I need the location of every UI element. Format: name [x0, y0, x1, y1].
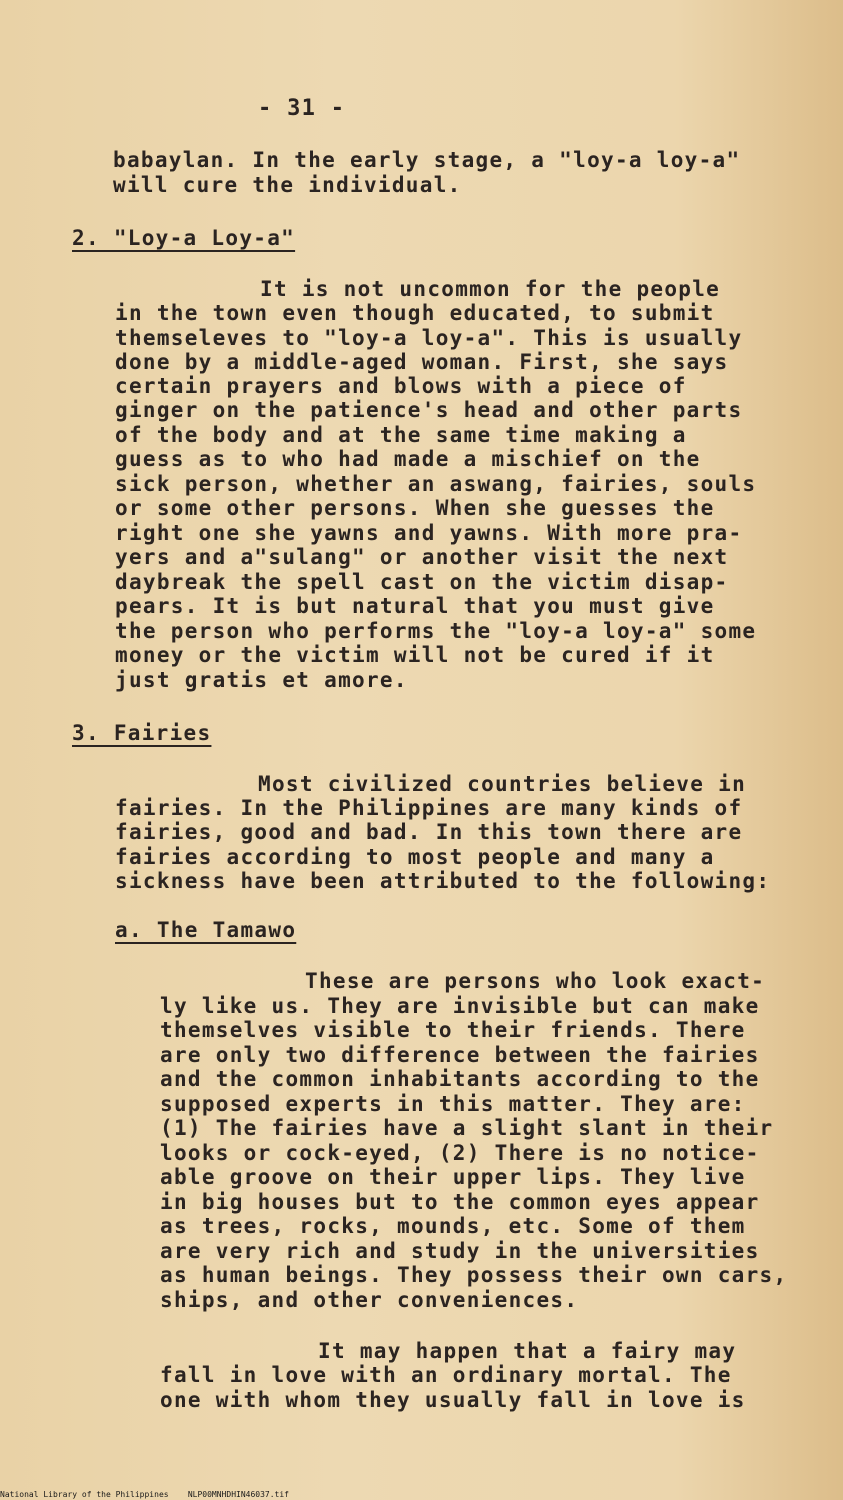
text-line: done by a middle-aged woman. First, she says — [115, 350, 729, 374]
text-line: themselves visible to their friends. There — [160, 1018, 746, 1042]
text-line: ships, and other conveniences. — [160, 1288, 579, 1312]
text-line: or some other persons. When she guesses the — [115, 496, 715, 520]
text-line: (1) The fairies have a slight slant in their — [160, 1116, 774, 1140]
text-line: in big houses but to the common eyes appear — [160, 1190, 760, 1214]
text-line: fairies. In the Philippines are many kinds of — [115, 796, 743, 820]
text-line: It is not uncommon for the people — [260, 277, 721, 301]
subsection-heading-tamawo: a. The Tamawo — [115, 918, 297, 942]
text-line: These are persons who look exact- — [305, 969, 766, 993]
text-line: ly like us. They are invisible but can make — [160, 994, 760, 1018]
text-line: sick person, whether an aswang, fairies, souls — [115, 472, 757, 496]
scan-footer: National Library of the Philippines NLP00MNHDHIN46037.tif — [0, 1490, 289, 1499]
text-line: supposed experts in this matter. They are: — [160, 1092, 746, 1116]
text-line: Most civilized countries believe in — [258, 772, 747, 796]
text-line: fairies according to most people and many a — [115, 845, 715, 869]
text-line: babaylan. In the early stage, a "loy-a loy-a" — [113, 148, 741, 172]
section-heading-loy-a: 2. "Loy-a Loy-a" — [72, 226, 296, 250]
text-line: as human beings. They possess their own cars, — [160, 1263, 788, 1287]
text-line: and the common inhabitants according to the — [160, 1067, 760, 1091]
text-line: of the body and at the same time making a — [115, 423, 687, 447]
text-line: are very rich and study in the universities — [160, 1239, 760, 1263]
text-line: guess as to who had made a mischief on the — [115, 447, 701, 471]
text-line: certain prayers and blows with a piece of — [115, 374, 687, 398]
text-line: just gratis et amore. — [115, 668, 408, 692]
text-line: daybreak the spell cast on the victim disap- — [115, 570, 729, 594]
text-line: themseleves to "loy-a loy-a". This is usually — [115, 326, 743, 350]
text-line: fall in love with an ordinary mortal. The — [160, 1363, 732, 1387]
text-line: It may happen that a fairy may — [318, 1339, 737, 1363]
text-line: in the town even though educated, to submit — [115, 301, 715, 325]
text-line: the person who performs the "loy-a loy-a" some — [115, 619, 757, 643]
text-line: right one she yawns and yawns. With more pra- — [115, 521, 743, 545]
text-line: fairies, good and bad. In this town there are — [115, 820, 743, 844]
text-line: pears. It is but natural that you must give — [115, 594, 715, 618]
text-line: as trees, rocks, mounds, etc. Some of them — [160, 1214, 746, 1238]
text-line: yers and a"sulang" or another visit the next — [115, 545, 729, 569]
text-line: able groove on their upper lips. They live — [160, 1165, 746, 1189]
text-line: ginger on the patience's head and other parts — [115, 398, 743, 422]
text-line: looks or cock-eyed, (2) There is no notice- — [160, 1141, 760, 1165]
text-line: will cure the individual. — [113, 173, 462, 197]
page-number: - 31 - — [258, 96, 346, 121]
text-line: are only two difference between the fairies — [160, 1043, 760, 1067]
text-line: sickness have been attributed to the following: — [115, 869, 771, 893]
text-line: money or the victim will not be cured if it — [115, 643, 715, 667]
text-line: one with whom they usually fall in love is — [160, 1388, 746, 1412]
section-heading-fairies: 3. Fairies — [72, 721, 212, 745]
